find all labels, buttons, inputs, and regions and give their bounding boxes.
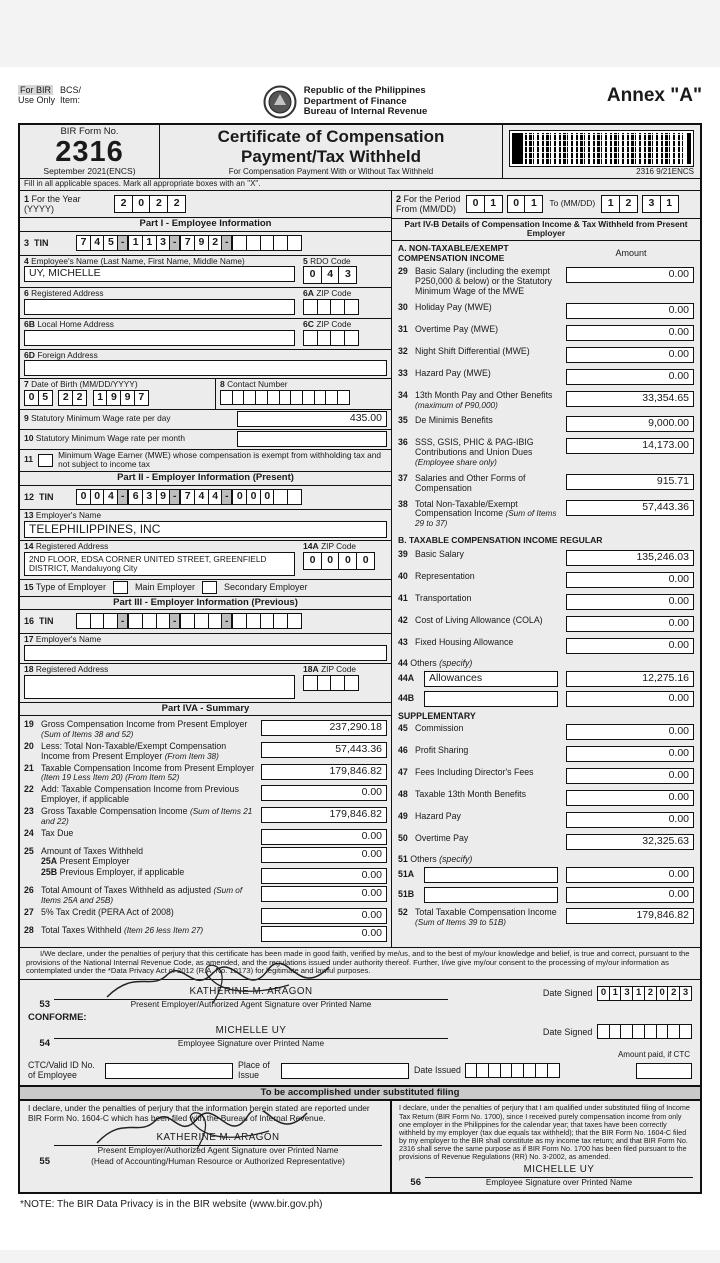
row-29: 29 Basic Salary (including the exempt P250,000 & below) or the Statutory Minimum Wage of the MWE 0.00: [392, 264, 700, 300]
specify-box-44b: [424, 691, 558, 707]
row-49: 49 Hazard Pay 0.00: [392, 809, 700, 831]
item11-mwe: 11 Minimum Wage Earner (MWE) whose compensation is exempt from withholding tax and not subject to income tax: [20, 450, 391, 473]
item54-no: 54: [39, 1037, 50, 1049]
row-52: 52 Total Taxable Compensation Income (Sum of Items 39 to 51B) 179,846.82: [392, 905, 700, 931]
for-bir-chip: For BIR: [20, 85, 52, 95]
bir-form-2316: [18, 123, 702, 1194]
item55-row: [28, 1133, 382, 1167]
bcs-label: BCS/: [60, 85, 82, 95]
row-48: 48 Taxable 13th Month Benefits 0.00: [392, 787, 700, 809]
signature-section: [20, 979, 700, 1085]
row-41: 41 Transportation 0.00: [392, 591, 700, 613]
item18-row: [20, 664, 391, 703]
dob-yyyy: 1 9 9 7: [93, 390, 149, 406]
amount-box-19: 237,290.18: [261, 720, 387, 736]
summary-row-27: 27 5% Tax Credit (PERA Act of 2008) 0.00: [24, 908, 387, 924]
item56-row: [399, 1165, 693, 1189]
amount-box-39: 135,246.03: [566, 550, 694, 566]
tin-group3: [180, 613, 222, 629]
tin-dash: -: [117, 235, 128, 251]
amount-box-51b: 0.00: [566, 887, 694, 903]
item55-no: 55: [39, 1155, 50, 1167]
item4-employee-name: 4 Employee's Name (Last Name, First Name, Middle Name) UY, MICHELLE: [20, 256, 299, 288]
form-title-line2: Payment/Tax Withheld: [241, 146, 421, 166]
ctc-id-label: CTC/Valid ID No. of Employee: [28, 1060, 95, 1080]
amount-box-30: 0.00: [566, 303, 694, 319]
summary-row-28: 28 Total Taxes Withheld (Item 26 less Item 27) 0.00: [24, 926, 387, 942]
date-issued-yyyy: [511, 1063, 559, 1078]
left-column: [20, 191, 392, 947]
amount-box-28: 0.00: [261, 926, 387, 942]
date-issued-dd: [488, 1063, 513, 1078]
specify-box-51b: [424, 887, 558, 903]
item1-sublabel: (YYYY): [24, 203, 55, 214]
tin-dash: -: [221, 489, 232, 505]
ctc-id-box: [105, 1063, 233, 1079]
part1-header: Part I - Employee Information: [20, 218, 391, 232]
section-a-title: A. NON-TAXABLE/EXEMPT COMPENSATION INCOME: [398, 242, 509, 263]
conforme-label: CONFORME:: [28, 1011, 87, 1023]
mwe-checkbox: [38, 454, 53, 467]
item16-previous-tin: 16 TIN - - -: [20, 610, 391, 634]
bureau-line: Bureau of Internal Revenue: [303, 106, 428, 118]
row-34: 34 13th Month Pay and Other Benefits (maximum of P90,000) 33,354.65: [392, 388, 700, 414]
row-37: 37 Salaries and Other Forms of Compensation 915.71: [392, 471, 700, 497]
row-45: 45 Commission 0.00: [392, 721, 700, 743]
item14a-zip: 14A ZIP Code 0 0 0 0: [299, 541, 391, 579]
tin-group1: 0 0 4: [76, 489, 118, 505]
item3-employee-tin: 3 TIN 7 4 5 - 1 1 3 - 7 9 2 -: [20, 232, 391, 256]
item54-row: [28, 1024, 692, 1049]
min-wage-month-box: [237, 431, 387, 447]
item55-printed-name: KATHERINE M. ARAGON: [54, 1133, 382, 1146]
item53-date-signed: Date Signed 0 1 3 1 2 0 2 3: [448, 986, 692, 1011]
row-43: 43 Fixed Housing Allowance 0.00: [392, 635, 700, 657]
bottom-band: [0, 1250, 720, 1263]
amount-box-34: 33,354.65: [566, 391, 694, 407]
summary-row-20: 20 Less: Total Non-Taxable/Exempt Compensation Income from Present Employer (From Item 38) 57,443.36: [24, 742, 387, 762]
item44-others: 44 Others (specify): [398, 657, 473, 668]
amount-box-47: 0.00: [566, 768, 694, 784]
employer-name-box: TELEPHILIPPINES, INC: [24, 521, 387, 538]
secondary-employer-label: Secondary Employer: [223, 582, 308, 593]
item54-date-signed: Date Signed: [448, 1024, 692, 1049]
item55-caption1: Present Employer/Authorized Agent Signature over Printed Name: [97, 1145, 339, 1156]
tin-dash: -: [221, 235, 232, 251]
specify-box-51a: [424, 867, 558, 883]
item54-signature-line: [54, 1026, 448, 1050]
date-issued-mm: [465, 1063, 490, 1078]
ctc-row: [28, 1061, 692, 1081]
item1-for-the-year: [20, 191, 391, 218]
amount-box-23: 179,846.82: [261, 807, 387, 823]
summary-row-25a: 25 Amount of Taxes Withheld 25A Present Employer 0.00: [24, 847, 387, 867]
summary-row-19: 19 Gross Compensation Income from Present Employer (Sum of Items 38 and 52) 237,290.18: [24, 720, 387, 740]
form-subtitle: For Compensation Payment With or Without Tax Withheld: [228, 167, 434, 176]
zip-code-boxes: [303, 675, 359, 691]
row-42: 42 Cost of Living Allowance (COLA) 0.00: [392, 613, 700, 635]
item54-caption: Employee Signature over Printed Name: [177, 1037, 325, 1048]
tin-dash: -: [117, 489, 128, 505]
row-51b: 51B 0.00: [392, 885, 700, 905]
amount-box-26: 0.00: [261, 886, 387, 902]
barcode-data-bars: [525, 133, 683, 164]
item2-for-the-period: 2 For the Period From (MM/DD) 0 1 0 1 To (MM/DD) 1 2 3 1: [392, 191, 700, 219]
document-page: [0, 67, 720, 1211]
item55-signature-line: [54, 1133, 382, 1167]
employee-substituted-declaration: I declare, under the penalties of perjury that I am qualified under substituted filing of Income Tax Return (BIR Form No. 1700), since I received purely compensation income from only one employer in the Philippines for the calendar year; that taxes have been correctly withheld by my employer (tax due equals tax withheld); that the BIR Form No. 1604-C filed by my employer to the BIR shall constitute as my income tax return; and that BIR Form No. 2316 shall serve the same purpose as if BIR Form No. 1700 has been filed pursuant to the provisions of Revenue Regulations (RR) No. 3-2002, as amended.: [399, 1103, 690, 1161]
item1-label: For the Year: [31, 193, 81, 204]
row-39: 39 Basic Salary 135,246.03: [392, 547, 700, 569]
amount-box-49: 0.00: [566, 812, 694, 828]
amount-box-25b: 0.00: [261, 868, 387, 884]
substituted-filing-columns: [20, 1101, 700, 1192]
row-31: 31 Overtime Pay (MWE) 0.00: [392, 322, 700, 344]
main-employer-checkbox: [113, 581, 128, 594]
section-a-header: [392, 241, 700, 264]
item1-no: 1: [24, 193, 30, 204]
mwe-label: Minimum Wage Earner (MWE) whose compensation is exempt from withholding tax and not subject to income tax: [58, 449, 382, 470]
place-of-issue-box: [281, 1063, 409, 1079]
tin-dash: -: [117, 613, 128, 629]
part4a-header: Part IVA - Summary: [20, 703, 391, 717]
form-columns: [20, 191, 700, 947]
row-44a: 44A Allowances 12,275.16: [392, 669, 700, 689]
place-of-issue-label: Place of Issue: [238, 1060, 270, 1080]
tin-group2: 6 3 9: [128, 489, 170, 505]
registered-address-box: [24, 299, 295, 315]
dob-dd: 2 2: [58, 390, 87, 406]
date-signed-dd: 3 1: [620, 986, 645, 1001]
fill-instruction: Fill in all applicable spaces. Mark all appropriate boxes with an "X".: [20, 179, 700, 191]
item53-no: 53: [39, 998, 50, 1010]
form-number-block: [20, 125, 160, 178]
tin-group3: 7 4 4: [180, 489, 222, 505]
row-50: 50 Overtime Pay 32,325.63: [392, 831, 700, 853]
amount-box-50: 32,325.63: [566, 834, 694, 850]
contact-number-boxes: [220, 390, 350, 405]
summary-row-25b: 25B Previous Employer, if applicable 0.00: [24, 868, 387, 884]
item54-printed-name: MICHELLE UY: [54, 1026, 448, 1039]
item13-employer-name: 13 Employer's Name TELEPHILIPPINES, INC: [20, 510, 391, 541]
form-revision: September 2021(ENCS): [43, 165, 136, 176]
item6-row: [20, 288, 391, 319]
tin-group4: [232, 613, 302, 629]
tin-group4: [232, 235, 302, 251]
amount-box-35: 9,000.00: [566, 416, 694, 432]
part3-header: Part III - Employer Information (Previous): [20, 597, 391, 611]
item6b-row: [20, 319, 391, 350]
item18-previous-address: 18 Registered Address: [20, 664, 299, 702]
previous-employer-name-box: [24, 645, 387, 661]
tin-group1: [76, 613, 118, 629]
date-signed-dd: [620, 1024, 645, 1039]
item56-signature-line: [425, 1165, 693, 1189]
amount-box-31: 0.00: [566, 325, 694, 341]
date-signed-mm: 0 1: [597, 986, 622, 1001]
government-header: [138, 85, 552, 119]
item56-no: 56: [410, 1176, 421, 1188]
item4-5-row: [20, 256, 391, 289]
item12-employer-tin: 12 TIN 0 0 4 - 6 3 9 - 7 4 4 - 0 0 0: [20, 486, 391, 510]
period-from-mm: 0 1: [466, 195, 503, 213]
amount-box-52: 179,846.82: [566, 908, 694, 924]
specify-box-44a: Allowances: [424, 671, 558, 687]
part4b-header: Part IV-B Details of Compensation Income & Tax Withheld from Present Employer: [392, 219, 700, 241]
item7-8-row: [20, 379, 391, 410]
part2-header: Part II - Employer Information (Present): [20, 472, 391, 486]
row-36: 36 SSS, GSIS, PHIC & PAG-IBIG Contributions and Union Dues (Employee share only) 14,173.00: [392, 435, 700, 471]
item17-previous-employer-name: 17 Employer's Name: [20, 634, 391, 664]
form-number: 2316: [55, 135, 124, 168]
amount-box-44b: 0.00: [566, 691, 694, 707]
row-51a: 51A 0.00: [392, 865, 700, 885]
main-employer-label: Main Employer: [134, 582, 195, 593]
amount-column-label: Amount: [615, 248, 647, 259]
item7-date-of-birth: 7 Date of Birth (MM/DD/YYYY) 0 5 2 2 1 9 9 7: [20, 379, 215, 409]
right-column: [392, 191, 700, 947]
amount-paid-label: Amount paid, if CTC: [617, 1050, 690, 1060]
period-from-dd: 0 1: [507, 195, 544, 213]
foreign-address-box: [24, 360, 387, 376]
item6b-local-home-address: 6B Local Home Address: [20, 319, 299, 349]
item55-caption2: (Head of Accounting/Human Resource or Authorized Representative): [91, 1155, 345, 1166]
amount-box-20: 57,443.36: [261, 742, 387, 758]
year-digit-boxes: 2 0 2 2: [114, 195, 186, 213]
item6-registered-address: 6 Registered Address: [20, 288, 299, 318]
section-b-header: [392, 532, 700, 547]
row-46: 46 Profit Sharing 0.00: [392, 743, 700, 765]
form-title-line1: Certificate of Compensation: [217, 127, 445, 146]
substituted-filing-header: To be accomplished under substituted filing: [20, 1085, 700, 1102]
barcode-stop-bars: [685, 133, 691, 164]
amount-box-46: 0.00: [566, 746, 694, 762]
row-30: 30 Holiday Pay (MWE) 0.00: [392, 300, 700, 322]
item15-type-of-employer: 15 Type of Employer Main Employer Secondary Employer: [20, 580, 391, 597]
period-to-mm: 1 2: [601, 195, 638, 213]
form-title-block: [160, 125, 502, 178]
barcode-start-bars: [512, 133, 523, 164]
summary-row-24: 24 Tax Due 0.00: [24, 829, 387, 845]
amount-box-41: 0.00: [566, 594, 694, 610]
item18a-zip: 18A ZIP Code: [299, 664, 391, 702]
zip-code-boxes: [303, 299, 359, 315]
tin-dash: -: [169, 613, 180, 629]
date-signed-yyyy: [644, 1024, 692, 1039]
declaration-paragraph: I/We declare, under the penalties of perjury that this certificate has been made in good faith, verified by me/us, and to the best of my/our knowledge and belief, is true and correct, pursuant to the provisions of the National Internal Revenue Code, as amended, and the regulations issued under authority thereof. Further, I/we give my/our consent to the processing of my/our information as contemplated under the *Data Privacy Act of 2012 (R.A. No. 10173) for legitimate and lawful purposes.: [20, 947, 700, 979]
summary-row-22: 22 Add: Taxable Compensation Income from Previous Employer, if applicable 0.00: [24, 785, 387, 805]
rdo-code-boxes: 0 4 3: [303, 266, 357, 284]
period-to-label: To (MM/DD): [549, 198, 596, 209]
item53-row: [28, 986, 692, 1011]
tin-dash: -: [169, 235, 180, 251]
amount-box-40: 0.00: [566, 572, 694, 588]
amount-box-42: 0.00: [566, 616, 694, 632]
employer-address-box: 2ND FLOOR, EDSA CORNER UNITED STREET, GREENFIELD DISTRICT, Mandaluyong City: [24, 552, 295, 576]
min-wage-day-box: 435.00: [237, 411, 387, 427]
amount-paid-box: [636, 1063, 692, 1079]
tin-group1: 7 4 5: [76, 235, 118, 251]
item14-row: [20, 541, 391, 580]
summary-row-21: 21 Taxable Compensation Income from Present Employer (Item 19 Less Item 20) (From Item 52) 179,846.82: [24, 764, 387, 784]
item10-min-wage-month: 10 Statutory Minimum Wage rate per month: [20, 430, 391, 450]
row-47: 47 Fees Including Director's Fees 0.00: [392, 765, 700, 787]
secondary-employer-checkbox: [202, 581, 217, 594]
barcode-caption: 2316 9/21ENCS: [636, 167, 694, 176]
item51-others: 51 Others (specify): [398, 854, 473, 865]
local-home-address-box: [24, 330, 295, 346]
amount-box-44a: 12,275.16: [566, 671, 694, 687]
amount-box-33: 0.00: [566, 369, 694, 385]
amount-box-36: 14,173.00: [566, 438, 694, 454]
item9-min-wage-day: 9 Statutory Minimum Wage rate per day 435.00: [20, 410, 391, 430]
item53-signature-line: [54, 987, 448, 1011]
amount-box-38: 57,443.36: [566, 500, 694, 516]
section-b-title: B. TAXABLE COMPENSATION INCOME REGULAR: [398, 535, 603, 546]
item56-printed-name: MICHELLE UY: [425, 1165, 693, 1178]
amount-box-43: 0.00: [566, 638, 694, 654]
amount-box-37: 915.71: [566, 474, 694, 490]
amount-box-25a: 0.00: [261, 847, 387, 863]
employer-substituted-declaration: I declare, under the penalties of perjury that the information herein stated are reported under BIR Form No. 1604-C which has been filed with the Bureau of Internal Revenue.: [28, 1103, 370, 1123]
dob-mm: 0 5: [24, 390, 53, 406]
date-signed-yyyy: 2 0 2 3: [644, 986, 692, 1001]
tin-group3: 7 9 2: [180, 235, 222, 251]
republic-line: Republic of the Philippines: [303, 85, 426, 97]
amount-box-51a: 0.00: [566, 867, 694, 883]
barcode-image: [509, 130, 694, 167]
item8-contact-number: 8 Contact Number: [215, 379, 391, 409]
employee-name-box: UY, MICHELLE: [24, 266, 295, 282]
item53-caption: Present Employer/Authorized Agent Signature over Printed Name: [130, 998, 372, 1009]
date-issued-label: Date Issued: [414, 1065, 461, 1076]
use-only-label: Use Only: [18, 95, 56, 106]
row-32: 32 Night Shift Differential (MWE) 0.00: [392, 344, 700, 366]
item56-caption: Employee Signature over Printed Name: [485, 1176, 633, 1187]
amount-box-24: 0.00: [261, 829, 387, 845]
for-bir-use-only: [18, 85, 138, 105]
substituted-right: [392, 1101, 700, 1192]
row-38: 38 Total Non-Taxable/Exempt Compensation Income (Sum of Items 29 to 37) 57,443.36: [392, 497, 700, 533]
row-33: 33 Hazard Pay (MWE) 0.00: [392, 366, 700, 388]
data-privacy-note: *NOTE: The BIR Data Privacy is in the BIR website (www.bir.gov.ph): [20, 1199, 323, 1211]
amount-box-22: 0.00: [261, 785, 387, 801]
status-bar-band: [0, 0, 720, 67]
department-line: Department of Finance: [303, 95, 407, 107]
item6a-zip: 6A ZIP Code: [299, 288, 391, 318]
supplementary-label: SUPPLEMENTARY: [398, 710, 476, 721]
tin-group2: 1 1 3: [128, 235, 170, 251]
zip-code-boxes: [303, 330, 359, 346]
form-title-row: [20, 125, 700, 179]
barcode-block: [502, 125, 700, 178]
substituted-left: [20, 1101, 392, 1192]
amount-box-21: 179,846.82: [261, 764, 387, 780]
amount-box-45: 0.00: [566, 724, 694, 740]
preheader: [18, 85, 702, 119]
tin-dash: -: [169, 489, 180, 505]
date-signed-mm: [597, 1024, 622, 1039]
tin-group4: 0 0 0: [232, 489, 302, 505]
previous-employer-address-box: [24, 675, 295, 699]
amount-box-48: 0.00: [566, 790, 694, 806]
row-40: 40 Representation 0.00: [392, 569, 700, 591]
tin-group2: [128, 613, 170, 629]
item5-rdo-code: 5 RDO Code 0 4 3: [299, 256, 391, 288]
part4a-summary: [20, 716, 391, 947]
item53-printed-name: KATHERINE M. ARAGON: [54, 987, 448, 1000]
item6d-foreign-address: 6D Foreign Address: [20, 350, 391, 380]
bir-seal-icon: [263, 85, 297, 119]
row-44b: 44B 0.00: [392, 689, 700, 709]
summary-row-23: 23 Gross Taxable Compensation Income (Sum of Items 21 and 22) 179,846.82: [24, 807, 387, 827]
form-no-label: BIR Form No.: [60, 126, 119, 137]
item-label: Item:: [60, 95, 81, 106]
zip-code-boxes: 0 0 0 0: [303, 552, 375, 570]
row-35: 35 De Minimis Benefits 9,000.00: [392, 413, 700, 435]
tin-dash: -: [221, 613, 232, 629]
item14-registered-address: 14 Registered Address 2ND FLOOR, EDSA CORNER UNITED STREET, GREENFIELD DISTRICT, Mandaluyong City: [20, 541, 299, 579]
amount-box-32: 0.00: [566, 347, 694, 363]
amount-box-27: 0.00: [261, 908, 387, 924]
period-to-dd: 3 1: [642, 195, 679, 213]
summary-row-26: 26 Total Amount of Taxes Withheld as adjusted (Sum of Items 25A and 25B) 0.00: [24, 886, 387, 906]
annex-label: Annex "A": [606, 85, 702, 106]
amount-box-29: 0.00: [566, 267, 694, 283]
item6c-zip: 6C ZIP Code: [299, 319, 391, 349]
